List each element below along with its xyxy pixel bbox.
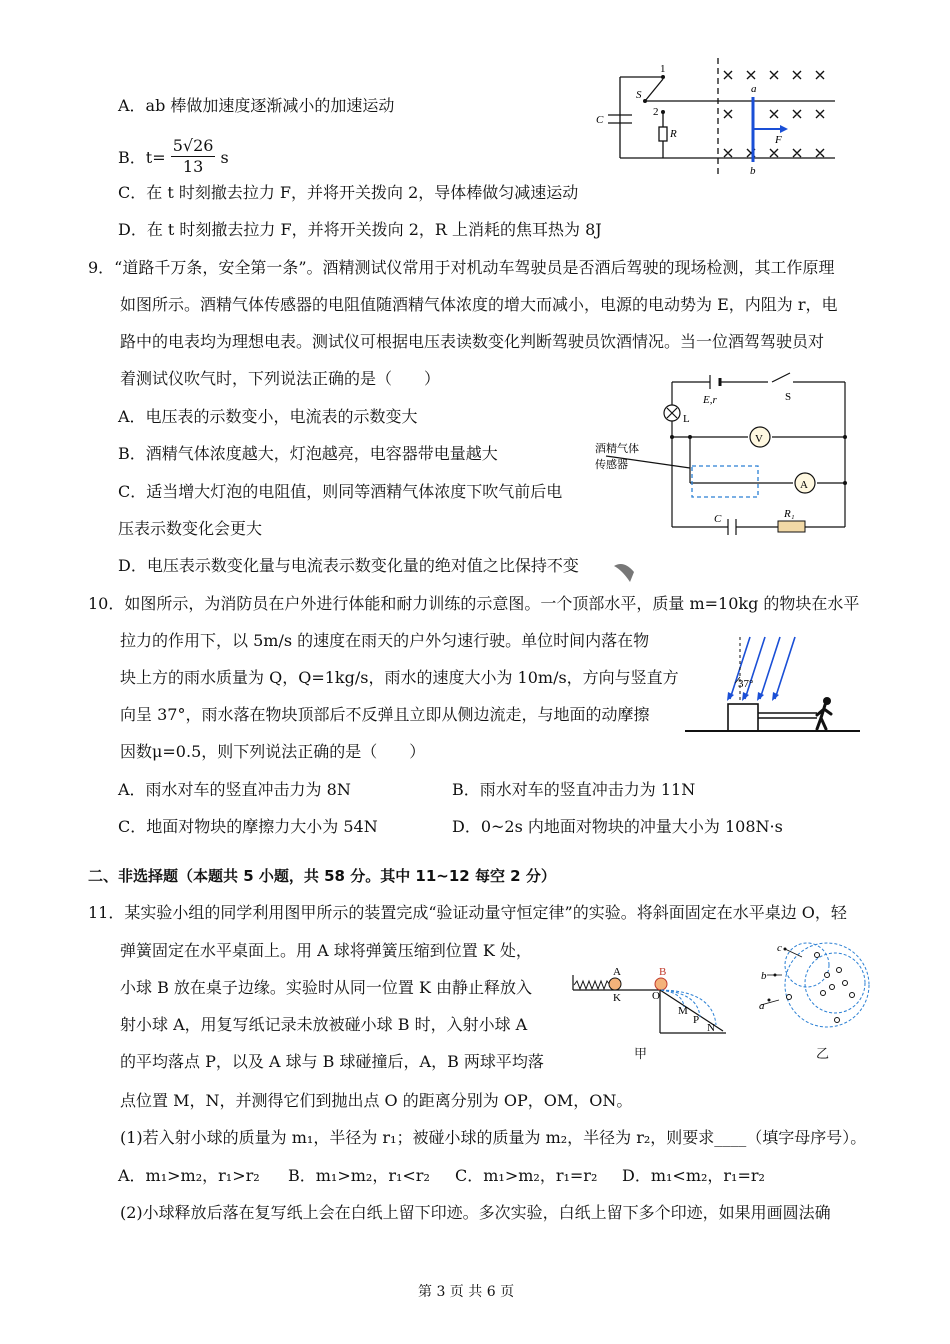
q8-option-c: C．在 t 时刻撤去拉力 F，并将开关拨向 2，导体棒做匀减速运动 [118,183,579,202]
q9-fig-label-er: E,r [703,394,717,406]
q8-option-b-prefix: B．t= [118,148,166,167]
q10-stem-line-5: 因数μ=0.5，则下列说法正确的是（ ） [120,742,426,761]
section-heading-nonchoice: 二、非选择题（本题共 5 小题，共 58 分。其中 11~12 每空 2 分） [88,867,556,885]
q11-subq2: (2)小球释放后落在复写纸上会在白纸上留下印迹。多次实验，白纸上留下多个印迹，如果用画圆法确 [120,1203,831,1222]
q8-fig-label-b: b [750,165,756,177]
q10-fig-angle-label: 37° [738,678,754,690]
q11-stem-line-2: 弹簧固定在水平桌面上。用 A 球将弹簧压缩到位置 K 处， [120,941,532,960]
q11-yi-label-b: b [761,970,767,982]
q9-circuit-figure [590,370,855,538]
q11-stem-line-3: 小球 B 放在桌子边缘。实验时从同一位置 K 由静止释放入 [120,978,533,997]
q9-option-b: B．酒精气体浓度越大，灯泡越亮，电容器带电量越大 [118,444,498,463]
q8-fig-label-c: C [596,114,604,126]
q11-jia-label-m: M [678,1005,688,1017]
q11-figure-jia-caption: 甲 [634,1047,648,1062]
q10-stem-line-4: 向呈 37°，雨水落在物块顶部后不反弹且立即从侧边流走，与地面的动摩擦 [120,705,650,724]
q10-option-d: D．0~2s 内地面对物块的冲量大小为 108N·s [452,817,783,836]
q9-option-c-line-2: 压表示数变化会更大 [118,519,263,538]
page-footer: 第 3 页 共 6 页 [418,1284,515,1300]
q10-rain-figure [685,635,860,735]
q8-fraction-denominator: 13 [182,157,204,176]
q11-yi-label-c: c [777,942,782,954]
q9-stem-line-2: 如图所示。酒精气体传感器的电阻值随酒精气体浓度的增大而减小，电源的电动势为 E，内阻为 r，电 [120,295,838,314]
q11-option-c: C．m₁>m₂，r₁=r₂ [455,1166,598,1185]
q9-option-d: D．电压表示数变化量与电流表示数变化量的绝对值之比保持不变 [118,556,579,575]
q11-figure-yi-caption: 乙 [816,1047,830,1062]
q8-fig-label-r: R [670,128,677,140]
q10-option-b: B．雨水对车的竖直冲击力为 11N [452,780,696,799]
q11-figure-yi [757,935,872,1040]
q11-stem-line-4: 射小球 A，用复写纸记录未放被碰小球 B 时，入射小球 A [120,1015,528,1034]
q10-option-a: A．雨水对车的竖直冲击力为 8N [118,780,351,799]
q9-fig-label-l: L [683,413,690,425]
q9-stem-line-4: 着测试仪吹气时，下列说法正确的是（ ） [120,369,441,388]
q8-fraction [171,136,216,177]
q11-yi-label-a: a [759,1000,765,1012]
q11-jia-label-k: K [613,992,621,1004]
q8-option-b-unit: s [220,148,229,167]
q10-option-c: C．地面对物块的摩擦力大小为 54N [118,817,378,836]
q8-fig-label-f: F [775,134,782,146]
q9-option-c-line-1: C．适当增大灯泡的电阻值，则同等酒精气体浓度下吹气前后电 [118,482,563,501]
q9-fig-voltmeter-label: V [755,433,763,445]
q8-fig-label-s: S [636,89,642,101]
q10-stem-line-1: 10．如图所示，为消防员在户外进行体能和耐力训练的示意图。一个顶部水平，质量 m=10kg 的物块在水平 [88,594,860,613]
q11-stem-line-5: 的平均落点 P，以及 A 球与 B 球碰撞后，A，B 两球平均落 [120,1052,544,1071]
q9-fig-label-c: C [714,513,722,525]
q11-figure-jia [568,955,733,1065]
q8-fraction-numerator: 5√26 [172,136,214,155]
q8-fig-label-2: 2 [653,106,659,118]
scan-smudge-mark [612,560,638,584]
q11-jia-label-n: N [707,1022,715,1034]
q11-stem-line-1: 11．某实验小组的同学利用图甲所示的装置完成“验证动量守恒定律”的实验。将斜面固定在水平桌边 O，轻 [88,903,847,922]
q8-circuit-figure [590,55,840,180]
q9-option-a: A．电压表的示数变小，电流表的示数变大 [118,407,418,426]
q8-option-b [118,138,229,179]
q11-option-a: A．m₁>m₂，r₁>r₂ [118,1166,260,1185]
q11-stem-line-6: 点位置 M，N，并测得它们到抛出点 O 的距离分别为 OP，OM，ON。 [120,1091,633,1110]
magnetic-field-crosses [724,71,824,157]
q11-jia-label-o: O [652,990,660,1002]
q11-option-b: B．m₁>m₂，r₁<r₂ [288,1166,430,1185]
q11-jia-label-a: A [613,966,621,978]
q11-jia-label-b: B [659,966,667,978]
q10-stem-line-2: 拉力的作用下，以 5m/s 的速度在雨天的户外匀速行驶。单位时间内落在物 [120,631,650,650]
q11-jia-label-p: P [693,1014,700,1026]
q9-fig-label-sensor-2: 传感器 [595,459,628,471]
q9-fig-label-r1: R₁ [784,508,795,520]
q8-fig-label-a: a [751,83,757,95]
q8-option-d: D．在 t 时刻撤去拉力 F，并将开关拨向 2，R 上消耗的焦耳热为 8J [118,220,602,239]
q9-fig-label-s: S [785,391,792,403]
q8-option-a: A．ab 棒做加速度逐渐减小的加速运动 [118,96,395,115]
q10-stem-line-3: 块上方的雨水质量为 Q，Q=1kg/s，雨水的速度大小为 10m/s，方向与竖直方 [120,668,679,687]
q9-fig-ammeter-label: A [800,479,808,491]
q9-stem-line-3: 路中的电表均为理想电表。测试仪可根据电压表读数变化判断驾驶员饮酒情况。当一位酒驾驾驶员对 [120,332,825,351]
q9-fig-label-sensor-1: 酒精气体 [595,443,639,455]
q9-stem-line-1: 9．“道路千万条，安全第一条”。酒精测试仪常用于对机动车驾驶员是否酒后驾驶的现场检测，其工作原理 [88,258,835,277]
q11-option-d: D．m₁<m₂，r₁=r₂ [622,1166,765,1185]
firefighter-icon [817,697,831,729]
q8-fig-label-1: 1 [660,63,666,75]
q11-subq1: (1)若入射小球的质量为 m₁，半径为 r₁；被碰小球的质量为 m₂，半径为 r₂，则要求____（填字母序号）。 [120,1128,867,1147]
